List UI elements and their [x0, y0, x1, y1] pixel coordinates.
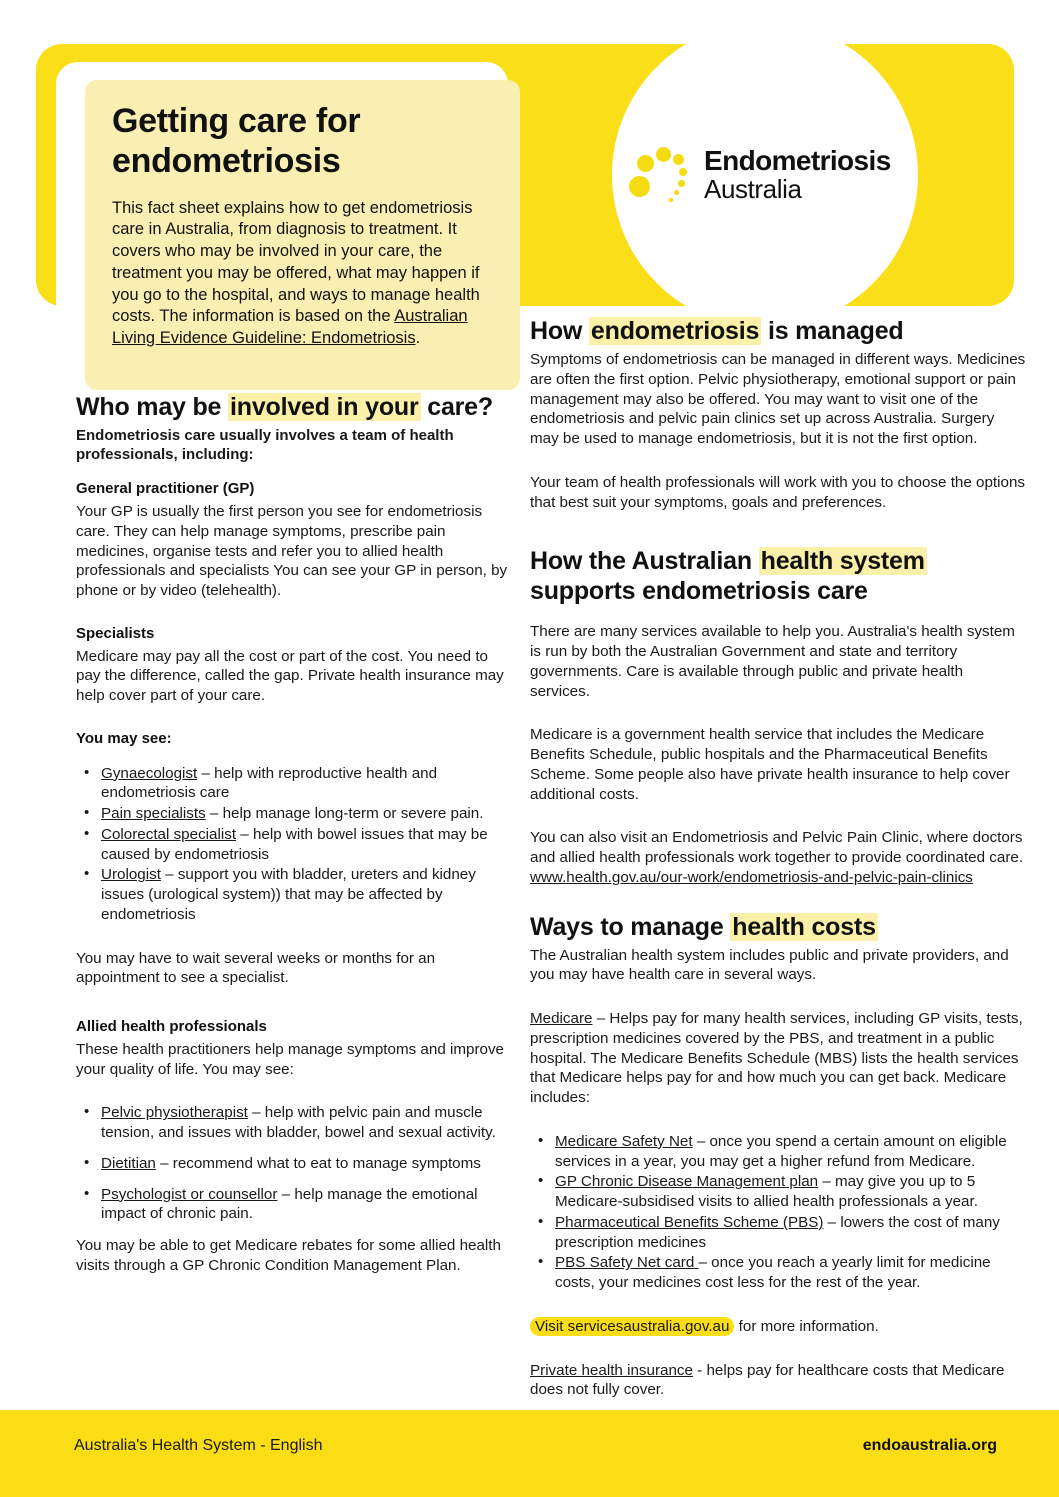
- list-item: [101, 1154, 508, 1174]
- heading-text-plain: Who may be: [76, 393, 228, 421]
- guideline-link[interactable]: Australian Living Evidence Guideline: Endometriosis: [112, 307, 468, 348]
- medicare-paragraph: [530, 1009, 1026, 1108]
- costs-intro: The Australian health system includes public and private providers, and you may have health care in several ways.: [530, 946, 1009, 984]
- left-column: [76, 392, 508, 1288]
- lead-paragraph: Endometriosis care usually involves a team of health professionals, including:: [76, 427, 454, 464]
- logo-line-2: Australia: [704, 173, 802, 204]
- medicare-body-text: – Helps pay for many health services, including GP visits, tests, prescription medicines covered by the PBS, and treatment in a public hospital. The Medicare Benefits Schedule (MBS) lists the health services that Medicare helps pay for and how much you can get back. Medicare includes:: [530, 1010, 1023, 1106]
- list-item: [101, 825, 508, 865]
- heading-text-rest: supports endometriosis care: [530, 577, 868, 606]
- list-item: [101, 804, 508, 824]
- specialists-list: [76, 764, 508, 925]
- list-item-term[interactable]: Pelvic physiotherapist: [101, 1104, 248, 1122]
- list-item-text: – help manage long-term or severe pain.: [205, 805, 484, 823]
- page-footer: [0, 1410, 1059, 1497]
- specialists-body: Medicare may pay all the cost or part of the cost. You need to pay the difference, called the gap. Private health insurance may help cover part of your care.: [76, 647, 504, 705]
- heading-text-rest: care?: [420, 393, 493, 421]
- spacer: [76, 1000, 508, 1018]
- list-item-term[interactable]: Urologist: [101, 866, 161, 884]
- heading-text-plain: How: [530, 317, 589, 345]
- subheading-general-practitioner: General practitioner (GP): [76, 480, 255, 498]
- allied-body: These health practitioners help manage symptoms and improve your quality of life. You may see:: [76, 1040, 505, 1078]
- spacer: [76, 1091, 508, 1103]
- list-item: [101, 1103, 508, 1143]
- spacer: [530, 524, 1026, 546]
- list-item-term[interactable]: Gynaecologist: [101, 764, 198, 782]
- logo-wordmark: [704, 144, 891, 204]
- clinics-url-link[interactable]: www.health.gov.au/our-work/endometriosis-and-pelvic-pain-clinics: [530, 868, 973, 886]
- list-item: [555, 1213, 1026, 1253]
- list-item-term[interactable]: GP Chronic Disease Management plan: [555, 1173, 819, 1191]
- system-para-2: Medicare is a government health service that includes the Medicare Benefits Schedule, public hospitals and the Pharmaceutical Benefits Scheme. Some people also have private health insurance to help cover additional costs.: [530, 726, 1010, 803]
- specialists-wait-note: You may have to wait several weeks or months for an appointment to see a specialist.: [76, 949, 436, 987]
- heading-how-australian-health-system: [530, 546, 1026, 606]
- subheading-you-may-see: You may see:: [76, 729, 172, 747]
- heading-text-highlight: endometriosis: [590, 317, 760, 345]
- list-item-text: – once you reach a yearly limit for medicine costs, your medicines cost less for the rest of the year.: [555, 1254, 991, 1291]
- spacer: [530, 713, 1026, 725]
- private-health-insurance-text: - helps pay for healthcare costs that Medicare does not fully cover.: [530, 1361, 1005, 1399]
- services-australia-link[interactable]: Visit servicesaustralia.gov.au: [530, 1317, 734, 1336]
- list-item-term[interactable]: Medicare Safety Net: [555, 1132, 693, 1150]
- list-item-term[interactable]: Dietitian: [101, 1154, 156, 1172]
- footer-website[interactable]: endoaustralia.org: [862, 1437, 997, 1454]
- title-panel: [85, 80, 520, 390]
- system-para-1: There are many services available to help you. Australia's health system is run by both the Australian Government and state and territory governments. Care is available through public and private health services.: [530, 623, 1015, 700]
- list-item: [555, 1253, 1026, 1293]
- spacer: [76, 613, 508, 625]
- intro-text-part2: .: [415, 329, 421, 348]
- medicare-term[interactable]: Medicare: [530, 1010, 593, 1027]
- heading-text-highlight: health system: [760, 547, 925, 576]
- spacer: [530, 1120, 1026, 1132]
- list-item-text: – may give you up to 5 Medicare-subsidised visits to allied health professionals a year.: [555, 1173, 978, 1210]
- intro-paragraph: [112, 198, 494, 350]
- list-item-text: – lowers the cost of many prescription medicines: [555, 1213, 1000, 1251]
- logo-line-1: Endometriosis: [704, 144, 891, 176]
- list-item: [555, 1172, 1026, 1212]
- heading-text-highlight: involved in your: [230, 393, 419, 421]
- endometriosis-australia-logo: [629, 143, 919, 205]
- list-item-text: – help with pelvic pain and muscle tension, and issues with bladder, bowel and sexual activity.: [101, 1104, 496, 1142]
- spacer: [530, 816, 1026, 828]
- private-health-insurance-line: [530, 1361, 1026, 1401]
- list-item-text: – help with bowel issues that may be caused by endometriosis: [101, 825, 488, 863]
- list-item-text: – recommend what to eat to manage symptoms: [155, 1154, 481, 1172]
- heading-text-highlight: health costs: [732, 912, 876, 941]
- subheading-allied-health: Allied health professionals: [76, 1018, 267, 1036]
- allied-health-list: [76, 1103, 508, 1224]
- spacer: [530, 1349, 1026, 1361]
- allied-rebate-note: You may be able to get Medicare rebates for some allied health visits through a GP Chronic Condition Management Plan.: [76, 1237, 501, 1274]
- dot-spiral-icon: [629, 145, 691, 203]
- gp-body: Your GP is usually the first person you see for endometriosis care. They can help manage symptoms, prescribe pain medicines, organise tests and refer you to allied health professionals and specialists You can see your GP in person, by phone or by video (telehealth).: [76, 503, 508, 600]
- list-item: [101, 865, 508, 924]
- list-item-text: – once you spend a certain amount on eligible services in a year, you may get a higher refund from Medicare.: [555, 1132, 1007, 1170]
- list-item-term[interactable]: Psychologist or counsellor: [101, 1185, 278, 1203]
- spacer: [530, 610, 1026, 622]
- list-item-term[interactable]: Pharmaceutical Benefits Scheme (PBS): [555, 1213, 824, 1231]
- system-para-3-text: You can also visit an Endometriosis and Pelvic Pain Clinic, where doctors and allied health professionals work together to provide coordinated care.: [530, 829, 1024, 866]
- services-australia-line: [530, 1317, 1026, 1337]
- spacer: [530, 1305, 1026, 1317]
- spacer: [530, 461, 1026, 473]
- list-item: [555, 1132, 1026, 1172]
- heading-text-plain: Ways to manage: [530, 912, 731, 941]
- list-item-term[interactable]: Pain specialists: [101, 805, 206, 823]
- right-column: [530, 316, 1026, 1400]
- list-item: [101, 1185, 508, 1225]
- page-title: Getting care for endometriosis: [112, 102, 361, 180]
- managed-para-2: Your team of health professionals will work with you to choose the options that best suit your symptoms, goals and preferences.: [530, 473, 1025, 511]
- intro-text-part1: This fact sheet explains how to get endometriosis care in Australia, from diagnosis to treatment. It covers who may be involved in your care, the treatment you may be offered, what may happen if you go to the hospital, and ways to manage health costs. The information is based on the: [112, 198, 480, 326]
- spacer: [76, 752, 508, 764]
- system-para-3: [530, 828, 1026, 887]
- heading-text-rest: is managed: [761, 317, 904, 345]
- list-item-term[interactable]: PBS Safety Net card: [555, 1254, 699, 1272]
- managed-para-1: Symptoms of endometriosis can be managed in different ways. Medicines are often the first option. Pelvic physiotherapy, emotional support or pain management may also be offered. You may want to visit one of the endometriosis and pelvic pain clinics set up across Australia. Surgery may be used to manage endometriosis, but it is not the first option.: [530, 351, 1026, 447]
- spacer: [76, 718, 508, 730]
- spacer: [530, 997, 1026, 1009]
- services-australia-rest: for more information.: [734, 1317, 879, 1335]
- footer-title: Australia's Health System - English: [74, 1437, 323, 1454]
- list-item: [101, 764, 508, 804]
- spacer: [530, 900, 1026, 912]
- subheading-specialists: Specialists: [76, 624, 155, 642]
- heading-who-may-be-involved: [76, 392, 508, 422]
- spacer: [76, 937, 508, 949]
- list-item-term[interactable]: Colorectal specialist: [101, 825, 237, 843]
- list-item-text: – help manage the emotional impact of chronic pain.: [101, 1185, 478, 1223]
- heading-text-plain: How the Australian: [530, 547, 759, 576]
- list-item-text: – support you with bladder, ureters and kidney issues (urological system)) that may be affected by endometriosis: [101, 866, 476, 923]
- medicare-includes-list: [530, 1132, 1026, 1293]
- heading-how-endometriosis-is-managed: [530, 316, 1026, 346]
- private-health-insurance-term[interactable]: Private health insurance: [530, 1361, 693, 1379]
- heading-ways-to-manage-health-costs: [530, 912, 1026, 942]
- list-item-text: – help with reproductive health and endometriosis care: [101, 764, 438, 802]
